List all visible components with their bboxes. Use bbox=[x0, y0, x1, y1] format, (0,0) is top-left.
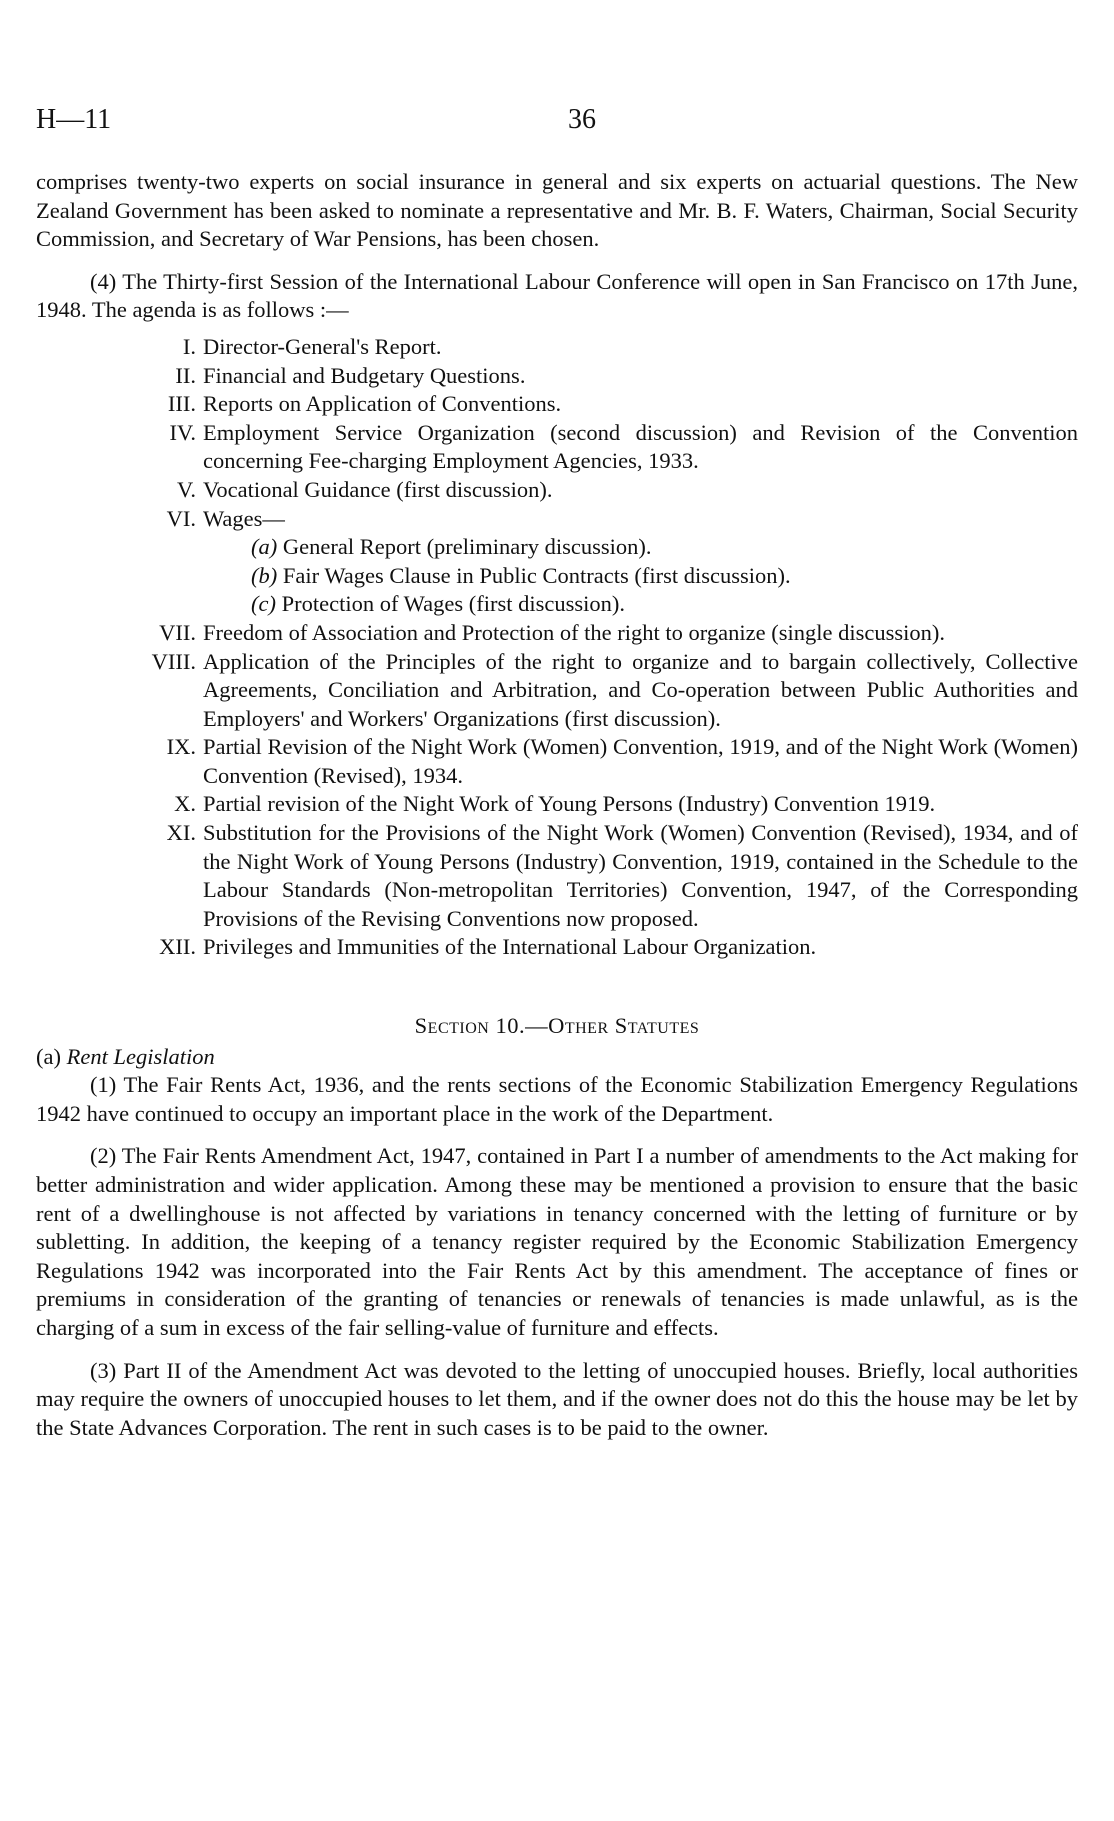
wages-subitem bbox=[203, 590, 1078, 619]
agenda-item bbox=[36, 819, 1078, 933]
wages-sublist bbox=[203, 533, 1078, 619]
agenda-item-number: XI. bbox=[166, 820, 196, 846]
subsection-title: Rent Legislation bbox=[66, 1043, 215, 1069]
agenda-item-number: X. bbox=[174, 791, 196, 817]
agenda-item-number: VI. bbox=[166, 505, 196, 531]
wages-subitem bbox=[203, 533, 1078, 562]
agenda-item-number: IX. bbox=[166, 734, 196, 760]
agenda-item bbox=[36, 933, 1078, 962]
paragraph-4: (4) The Thirty-first Session of the International Labour Conference will open in San Francisco on 17th June, 1948. The agenda is as follows :— bbox=[36, 268, 1078, 323]
agenda-item-text: Director-General's Report. bbox=[203, 333, 442, 359]
agenda-item-text: Wages— bbox=[203, 505, 285, 531]
agenda-item-number: II. bbox=[175, 362, 196, 388]
rent-paragraph-3: (3) Part II of the Amendment Act was devoted to the letting of unoccupied houses. Briefly, local authorities may require the owners of unoccupied houses to let them, and if the owner does not do this the house may be let by the State Advances Corporation. The rent in such cases is to be paid to the owner. bbox=[36, 1357, 1078, 1440]
subitem-letter: (b) bbox=[251, 562, 278, 588]
agenda-item-number: IV. bbox=[169, 419, 196, 445]
agenda-item-text: Vocational Guidance (first discussion). bbox=[203, 476, 553, 502]
agenda-item bbox=[36, 362, 1078, 391]
subsection-letter: (a) bbox=[36, 1043, 61, 1069]
subsection-heading bbox=[36, 1043, 1078, 1072]
agenda-item-number: I. bbox=[182, 333, 196, 359]
subitem-letter: (c) bbox=[251, 591, 276, 617]
agenda-item bbox=[36, 733, 1078, 790]
agenda-item-wages bbox=[36, 505, 1078, 619]
agenda-item-number: VIII. bbox=[151, 648, 196, 674]
running-header bbox=[36, 104, 1078, 140]
agenda-item-text: Application of the Principles of the right to organize and to bargain collectively, Collective Agreements, Conciliation and Arbitration, and Co-operation between Public Authorities and Employers' and Workers' Organizations (first discussion). bbox=[203, 648, 1078, 731]
agenda-item bbox=[36, 619, 1078, 648]
document-reference: H—11 bbox=[36, 104, 112, 135]
agenda-list bbox=[36, 333, 1078, 962]
subitem-text: General Report (preliminary discussion). bbox=[282, 534, 652, 560]
continued-paragraph: comprises twenty-two experts on social insurance in general and six experts on actuarial questions. The New Zealand Government has been asked to nominate a representative and Mr. B. F. Waters, Chairman, Social Security Commission, and Secretary of War Pensions, has been chosen. bbox=[36, 169, 1078, 252]
agenda-item-number: III. bbox=[167, 391, 196, 417]
agenda-item-number: VII. bbox=[159, 619, 196, 645]
agenda-item-text: Reports on Application of Conventions. bbox=[203, 391, 562, 417]
agenda-item-text: Financial and Budgetary Questions. bbox=[203, 362, 526, 388]
document-body bbox=[36, 168, 1078, 1442]
agenda-item bbox=[36, 390, 1078, 419]
page-number: 36 bbox=[568, 104, 596, 135]
rent-paragraph-2: (2) The Fair Rents Amendment Act, 1947, contained in Part I a number of amendments to the Act making for better administration and wider application. Among these may be mentioned a provision to ensure that the basic rent of a dwellinghouse is not affected by variations in tenancy concerned with the letting of furniture or by subletting. In addition, the keeping of a tenancy register required by the Economic Stabilization Emergency Regulations 1942 was incorporated into the Fair Rents Act by this amendment. The acceptance of fines or premiums in consideration of the granting of tenancies or renewals of tenancies is made unlawful, as is the charging of a sum in excess of the fair selling-value of furniture and effects. bbox=[36, 1143, 1078, 1340]
subitem-text: Protection of Wages (first discussion). bbox=[281, 591, 625, 617]
wages-subitem bbox=[203, 562, 1078, 591]
agenda-item bbox=[36, 790, 1078, 819]
agenda-item-number: V. bbox=[177, 476, 196, 502]
rent-paragraph-1: (1) The Fair Rents Act, 1936, and the rents sections of the Economic Stabilization Emergency Regulations 1942 have continued to occupy an important place in the work of the Department. bbox=[36, 1072, 1078, 1126]
agenda-item bbox=[36, 419, 1078, 476]
agenda-item-text: Privileges and Immunities of the International Labour Organization. bbox=[203, 934, 817, 960]
agenda-item-text: Substitution for the Provisions of the Night Work (Women) Convention (Revised), 1934, and of the Night Work of Young Persons (Industry) Convention, 1919, contained in the Schedule to the Labour Standards (Non-metropolitan Territories) Convention, 1947, of the Corresponding Provisions of the Revising Conventions now proposed. bbox=[203, 820, 1078, 931]
subitem-text: Fair Wages Clause in Public Contracts (first discussion). bbox=[282, 562, 791, 588]
agenda-item-number: XII. bbox=[159, 934, 196, 960]
agenda-item-text: Employment Service Organization (second discussion) and Revision of the Convention concerning Fee-charging Employment Agencies, 1933. bbox=[203, 419, 1078, 474]
agenda-item bbox=[36, 333, 1078, 362]
subitem-letter: (a) bbox=[251, 534, 278, 560]
agenda-item-text: Freedom of Association and Protection of the right to organize (single discussion). bbox=[203, 619, 945, 645]
agenda-item bbox=[36, 476, 1078, 505]
agenda-item-text: Partial Revision of the Night Work (Women) Convention, 1919, and of the Night Work (Women) Convention (Revised), 1934. bbox=[203, 734, 1078, 788]
agenda-item-text: Partial revision of the Night Work of Young Persons (Industry) Convention 1919. bbox=[203, 791, 936, 817]
agenda-item bbox=[36, 648, 1078, 734]
section-heading: Section 10.—Other Statutes bbox=[414, 1013, 700, 1039]
